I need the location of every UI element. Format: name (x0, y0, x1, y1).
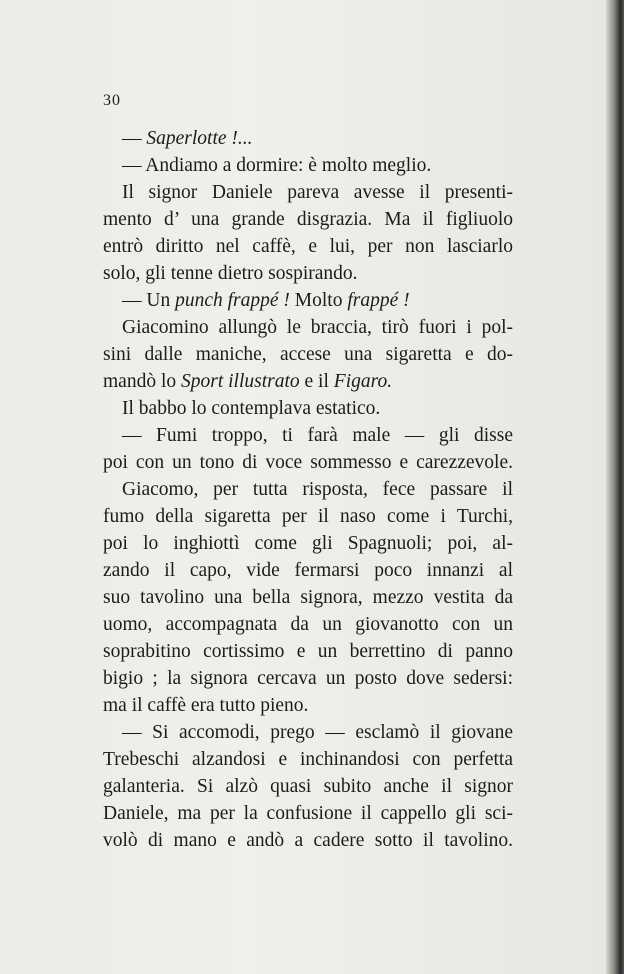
text-segment: suo tavolino una bella signora, mezzo vestita da (103, 587, 513, 608)
text-segment: mandò lo (103, 371, 181, 392)
text-segment: solo, gli tenne dietro sospirando. (103, 263, 358, 284)
text-segment: Molto (289, 290, 348, 311)
italic-text: Figaro. (333, 371, 393, 392)
text-segment: — Si accomodi, prego — esclamò il giovane (122, 722, 513, 743)
text-segment: Giacomo, per tutta risposta, fece passare il (122, 479, 513, 500)
text-line (103, 476, 513, 503)
book-spine-shadow (606, 0, 624, 974)
text-segment: volò di mano e andò a cadere sotto il tavolino. (103, 830, 513, 851)
page-number: 30 (103, 92, 121, 109)
text-line (103, 206, 513, 233)
text-line (103, 260, 513, 287)
text-line (103, 449, 513, 476)
text-segment: sini dalle maniche, accese una sigaretta e do- (103, 344, 513, 365)
text-line (103, 692, 513, 719)
text-segment: Giacomino allungò le braccia, tirò fuori i pol- (122, 317, 513, 338)
text-segment: entrò diritto nel caffè, e lui, per non lasciarlo (103, 236, 513, 257)
text-segment: poi con un tono di voce sommesso e carezzevole. (103, 452, 513, 473)
text-segment: poi lo inghiottì come gli Spagnuoli; poi, al- (103, 533, 513, 554)
text-line (103, 665, 513, 692)
page-text (103, 125, 513, 854)
text-segment: bigio ; la signora cercava un posto dove sedersi: (103, 668, 513, 689)
text-segment: ma il caffè era tutto pieno. (103, 695, 309, 716)
text-line (103, 152, 513, 179)
text-segment: — Fumi troppo, ti farà male — gli disse (122, 425, 513, 446)
text-segment: — (122, 128, 147, 149)
italic-text: frappé ! (347, 290, 410, 311)
text-line (103, 773, 513, 800)
text-line (103, 611, 513, 638)
text-segment: Il signor Daniele pareva avesse il presenti- (122, 182, 513, 203)
text-line (103, 530, 513, 557)
text-line (103, 341, 513, 368)
text-line (103, 314, 513, 341)
text-line (103, 368, 513, 395)
text-line (103, 584, 513, 611)
italic-text: Sport illustrato (181, 371, 300, 392)
text-segment: uomo, accompagnata da un giovanotto con un (103, 614, 513, 635)
text-segment: e il (299, 371, 334, 392)
text-segment: zando il capo, vide fermarsi poco innanzi al (103, 560, 513, 581)
text-segment: Trebeschi alzandosi e inchinandosi con perfetta (103, 749, 513, 770)
text-line (103, 800, 513, 827)
text-segment: fumo della sigaretta per il naso come i Turchi, (103, 506, 513, 527)
text-segment: galanteria. Si alzò quasi subito anche il signor (103, 776, 513, 797)
text-segment: mento d’ una grande disgrazia. Ma il figliuolo (103, 209, 513, 230)
text-line (103, 233, 513, 260)
text-line (103, 827, 513, 854)
text-segment: Il babbo lo contemplava estatico. (122, 398, 381, 419)
text-line (103, 125, 513, 152)
italic-text: Saperlotte !... (146, 128, 253, 149)
text-line (103, 746, 513, 773)
text-line (103, 638, 513, 665)
italic-text: punch frappé ! (175, 290, 290, 311)
text-line (103, 503, 513, 530)
text-line (103, 557, 513, 584)
text-line (103, 395, 513, 422)
text-segment: Daniele, ma per la confusione il cappello gli sci- (103, 803, 513, 824)
text-segment: — Andiamo a dormire: è molto meglio. (122, 155, 432, 176)
text-line (103, 422, 513, 449)
text-segment: soprabitino cortissimo e un berrettino di panno (103, 641, 513, 662)
text-line (103, 287, 513, 314)
text-line (103, 719, 513, 746)
text-line (103, 179, 513, 206)
text-segment: — Un (122, 290, 176, 311)
